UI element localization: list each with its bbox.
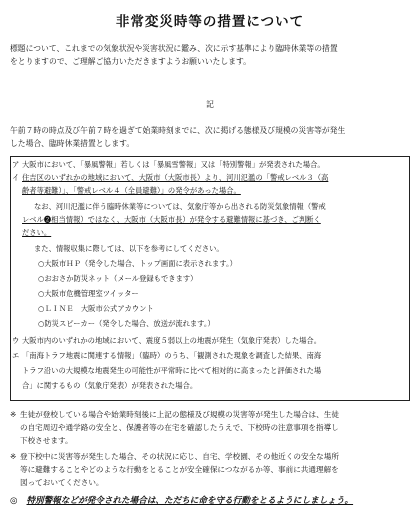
source-line[interactable]: ○ＬＩＮＥ 大阪市公式アカウント xyxy=(38,304,154,313)
source-osaka-hp[interactable]: ○大阪市ＨＰ（発令した場合、トップ画面に表示されます。） xyxy=(38,259,237,268)
note-1-line3: 下校させます。 xyxy=(20,436,73,445)
note-2-mark: ※ xyxy=(10,452,17,461)
condition-e-line2: トラフ沿いの大規模な地震発生の可能性が平常時に比べて相対的に高まったと評価された場 xyxy=(22,366,322,375)
condition-i-line2: 齢者等避難）」、「警戒レベル４（全員避難）」の発令があった場合。 xyxy=(22,186,241,195)
ki-heading: 記 xyxy=(206,100,214,109)
condition-u-mark: ウ xyxy=(12,336,20,345)
double-circle-icon: ◎ xyxy=(10,496,18,506)
condition-e-line3: 合」に関するもの（気象庁発表）が発表された場合。 xyxy=(22,381,198,390)
condition-e-line1: 「南海トラフ地震に関連する情報」（臨時）のうち、「観測された現象を調査した結果、南海 xyxy=(22,351,322,360)
note-2-line1: 登下校中に災害等が発生した場合、その状況に応じ、自宅、学校園、その他近くの安全な場所 xyxy=(20,452,339,461)
final-warning xyxy=(10,494,412,506)
source-twitter[interactable]: ○大阪市危機管理室ツイッター xyxy=(38,289,139,298)
condition-u-text: 大阪市内のいずれかの地域において、震度５弱以上の地震が発生（気象庁発表）した場合。 xyxy=(22,336,322,345)
condition-i-note1: なお、河川氾濫に伴う臨時休業等については、気象庁等から出される防災気象情報（警戒 xyxy=(34,202,326,211)
note-2-line3: 図っておいてください。 xyxy=(20,478,104,487)
info-intro: また、情報収集に際しては、以下を参考にしてください。 xyxy=(34,244,224,253)
condition-a-mark: ア xyxy=(12,160,20,169)
note-1-line2: の自宅周辺や通学路の安全と、保護者等の在宅を確認したうえで、下校時の注意事項を指導し xyxy=(20,423,339,432)
condition-a-text: 大阪市において、「暴風警報」若しくは「暴風雪警報」又は「特別警報」が発表された場合。 xyxy=(22,160,325,169)
condition-i-note3: ださい。 xyxy=(22,228,52,237)
note-1-mark: ※ xyxy=(10,410,17,419)
condition-i-mark: イ xyxy=(12,173,20,182)
note-2-line2: 等に避難することやどのような行動をとることが安全確保につながるか等、事前に共通理解を xyxy=(20,465,339,474)
source-speaker: ○防災スピーカー（発令した場合、放送が流れます。） xyxy=(38,319,215,328)
page-title: 非常変災時等の措置について xyxy=(115,14,305,30)
condition-e-mark: エ xyxy=(12,351,20,360)
note-1-line1: 生徒が登校している場合や始業時刻後に上記の態様及び規模の災害等が発生した場合は、生徒 xyxy=(20,410,339,419)
final-warning-text: 特別警報などが発令された場合は、ただちに命を守る行動をとるようにしましょう。 xyxy=(26,496,354,506)
condition-i-note2: レベル❷相当情報）ではなく、大阪市（大阪市長）が発令する避難情報に基づき、ご判断く xyxy=(22,215,321,224)
condition-i-line1: 住吉区のいずれかの地域において、大阪市（大阪市長）より、河川氾濫の「警戒レベル３（高 xyxy=(22,173,329,182)
source-bousai-net[interactable]: ○おおさか防災ネット（メール登録もできます） xyxy=(38,274,198,283)
lead-paragraph: 午前７時の時点及び午前７時を過ぎて始業時刻までに、次に掲げる態様及び規模の災害等が発生 した場合、臨時休業措置とします。 xyxy=(10,126,346,149)
intro-paragraph: 標題について、これまでの気象状況や災害状況に鑑み、次に示す基準により臨時休業等の措置 をとりますので、ご理解ご協力いただきますようお願いいたします。 xyxy=(10,44,338,67)
